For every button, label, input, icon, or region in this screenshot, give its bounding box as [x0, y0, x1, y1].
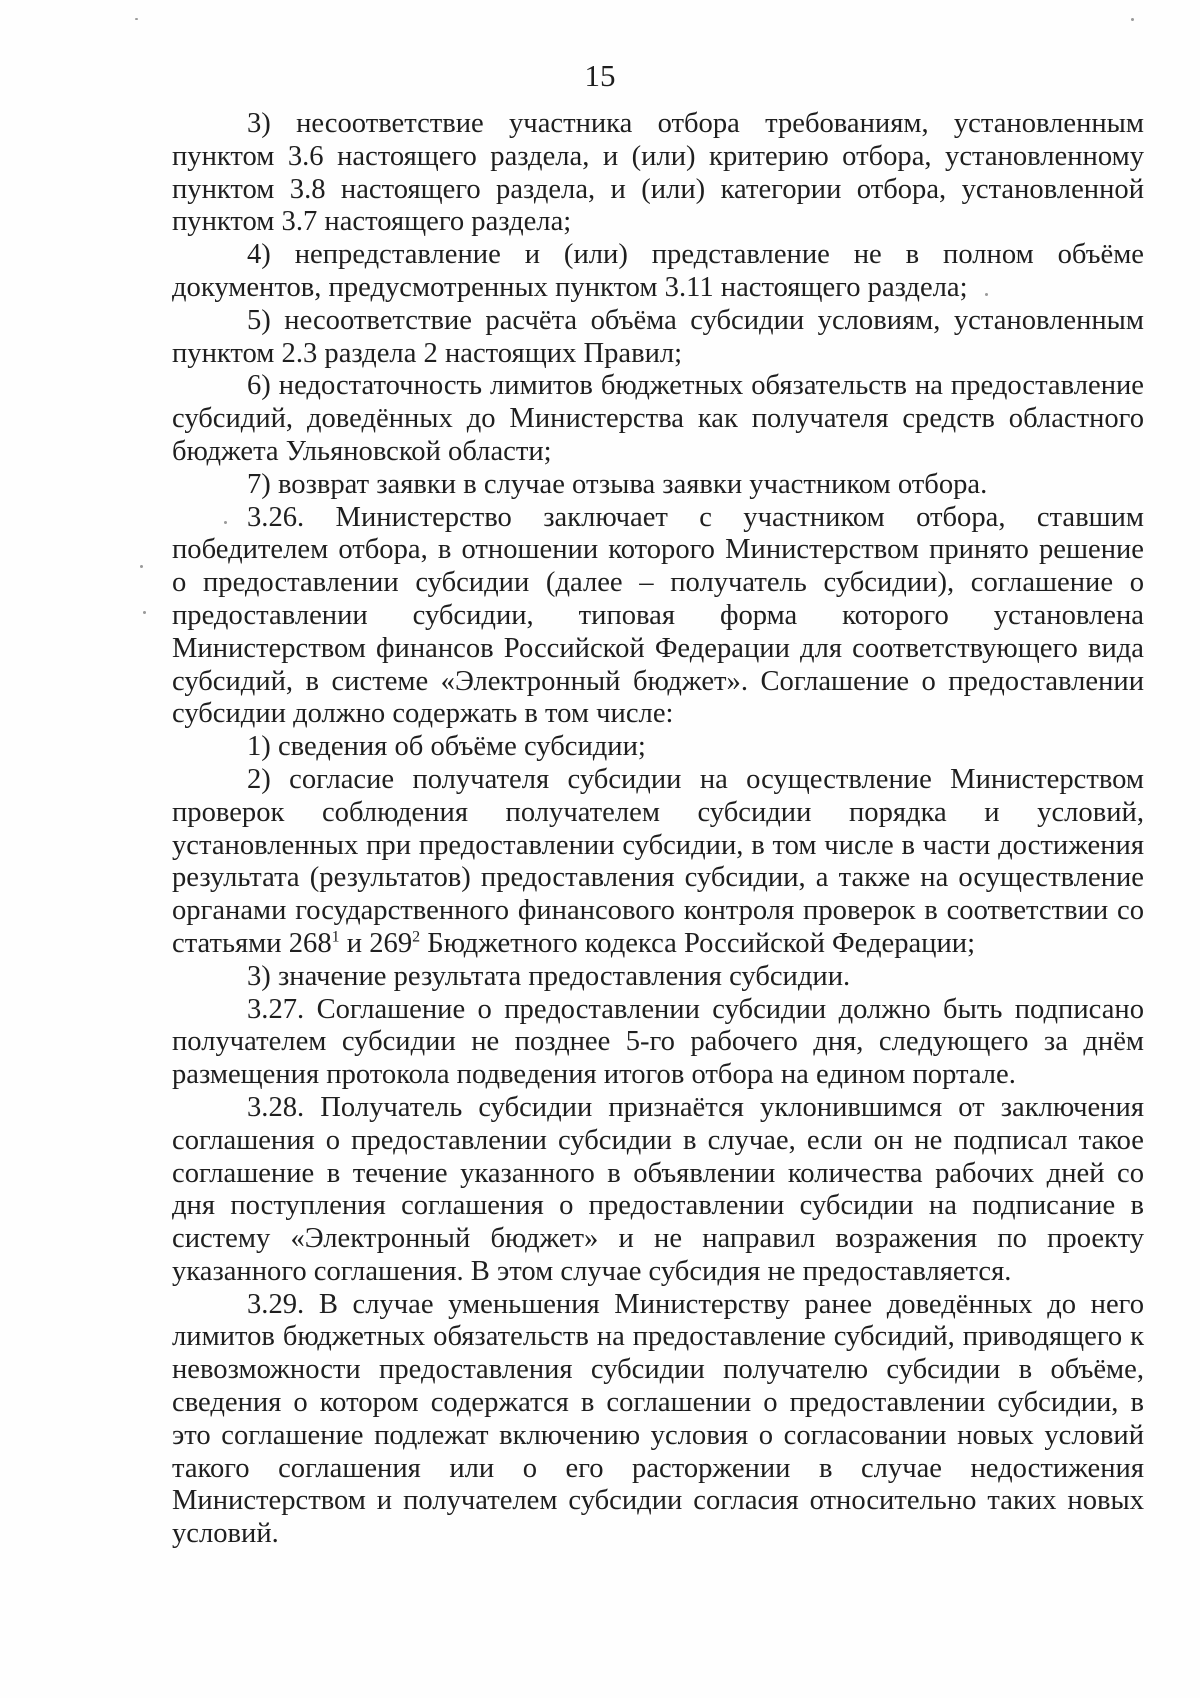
document-body — [172, 108, 1144, 1551]
superscript-2: 2 — [412, 928, 421, 946]
agreement-item-2-end: Бюджетного кодекса Российской Федерации; — [420, 927, 976, 959]
scan-speck — [224, 521, 227, 524]
scan-speck — [140, 565, 143, 568]
superscript-1: 1 — [331, 928, 340, 946]
list-item-3: 3) несоответствие участника отбора требованиям, установленным пунктом 3.6 настоящего раздела, и (или) критерию отбора, установленному пунктом 3.8 настоящего раздела, и (или) категории отбора, установленной пунктом 3.7 настоящего раздела; — [172, 108, 1144, 238]
clause-3-28: 3.28. Получатель субсидии признаётся уклонившимся от заключения соглашения о предоставлении субсидии в случае, если он не подписал такое соглашение в течение указанного в объявлении количества рабочих дней со дня поступления соглашения о предоставлении субсидии на подписание в систему «Электронный бюджет» и не направил возражения по проекту указанного соглашения. В этом случае субсидия не предоставляется. — [172, 1091, 1144, 1287]
list-item-7: 7) возврат заявки в случае отзыва заявки участником отбора. — [247, 468, 988, 500]
agreement-item-2 — [172, 764, 1144, 961]
scan-speck — [143, 611, 146, 614]
scan-speck — [135, 18, 138, 20]
list-item-5: 5) несоответствие расчёта объёма субсидии условиям, установленным пунктом 2.3 раздела 2 настоящих Правил; — [172, 304, 1144, 369]
scan-speck — [1131, 18, 1134, 21]
clause-3-26: 3.26. Министерство заключает с участником отбора, ставшим победителем отбора, в отношении которого Министерством принято решение о предоставлении субсидии (далее – получатель субсидии), соглашение о предоставлении субсидии, типовая форма которого установлена Министерством финансов Российской Федерации для соответствующего вида субсидий, в системе «Электронный бюджет». Соглашение о предоставлении субсидии должно содержать в том числе: — [172, 501, 1144, 730]
clause-3-29: 3.29. В случае уменьшения Министерству ранее доведённых до него лимитов бюджетных обязательств на предоставление субсидий, приводящего к невозможности предоставления субсидии получателю субсидии в объёме, сведения о котором содержатся в соглашении о предоставлении субсидии, в это соглашение подлежат включению условия о согласовании новых условий такого соглашения или о его расторжении в случае недостижения Министерством и получателем субсидии согласия относительно таких новых условий. — [172, 1288, 1144, 1550]
agreement-item-1: 1) сведения об объёме субсидии; — [247, 731, 646, 763]
agreement-item-2-text: 2) согласие получателя субсидии на осуществление Министерством проверок соблюдения получателем субсидии порядка и условий, установленных при предоставлении субсидии, в том числе в части достижения результата (результатов) предоставления субсидии, а также на осуществление органами государственного финансового контроля проверок в соответствии со статьями 268 — [172, 763, 1144, 959]
agreement-item-3: 3) значение результата предоставления субсидии. — [247, 960, 851, 992]
list-item-4: 4) непредставление и (или) представление не в полном объёме документов, предусмотренных пунктом 3.11 настоящего раздела; — [172, 239, 1144, 303]
agreement-item-2-middle: и 269 — [339, 927, 413, 959]
scan-speck — [985, 293, 988, 296]
clause-3-27: 3.27. Соглашение о предоставлении субсидии должно быть подписано получателем субсидии не позднее 5-го рабочего дня, следующего за днём размещения протокола подведения итогов отбора на едином портале. — [172, 993, 1144, 1091]
page-number: 15 — [584, 58, 616, 93]
list-item-6: 6) недостаточность лимитов бюджетных обязательств на предоставление субсидий, доведённых до Министерства как получателя средств областного бюджета Ульяновской области; — [172, 370, 1144, 467]
